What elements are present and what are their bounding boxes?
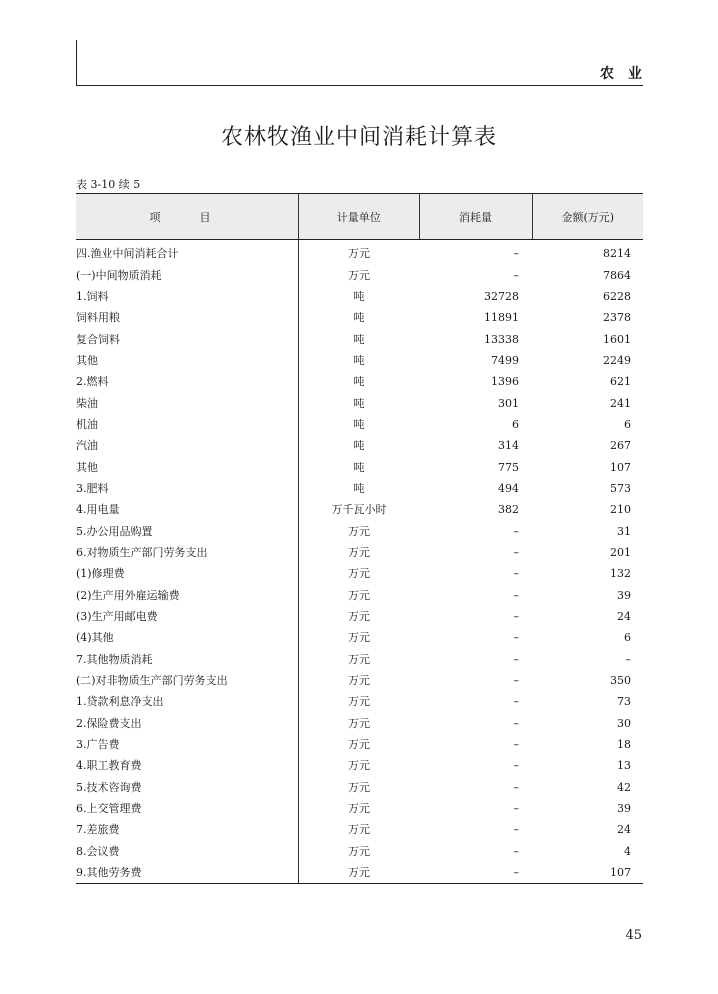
- table-row: [76, 691, 643, 712]
- row-item-cell: 8.会议费: [76, 841, 299, 862]
- table-header: [76, 194, 643, 240]
- row-item-cell: (4)其他: [76, 627, 299, 648]
- table-row: [76, 649, 643, 670]
- table-row: [76, 264, 643, 285]
- header-rule: [76, 85, 643, 86]
- table-row: [76, 585, 643, 606]
- row-quantity-cell: –: [513, 567, 519, 581]
- row-unit-cell: 万元: [348, 716, 370, 730]
- row-item-cell: 7.其他物质消耗: [76, 649, 299, 670]
- row-quantity-cell: 314: [498, 439, 519, 453]
- row-item-cell: 复合饲料: [76, 328, 299, 349]
- row-quantity-cell: 7499: [491, 353, 519, 367]
- column-header-unit: 计量单位: [299, 194, 420, 240]
- column-header-amount: 金额(万元): [532, 194, 643, 240]
- row-quantity-cell: –: [513, 802, 519, 816]
- row-item-cell: 2.保险费支出: [76, 713, 299, 734]
- table-row: [76, 240, 643, 265]
- table-row: [76, 563, 643, 584]
- row-quantity-cell: 301: [498, 396, 519, 410]
- row-quantity-cell: 11891: [484, 311, 519, 325]
- row-unit-cell: 万元: [348, 268, 370, 282]
- table-row: [76, 862, 643, 884]
- row-amount-cell: –: [625, 652, 631, 666]
- row-item-cell: (1)修理费: [76, 563, 299, 584]
- row-quantity-cell: –: [513, 759, 519, 773]
- row-item-cell: 1.贷款利息净支出: [76, 691, 299, 712]
- row-unit-cell: 吨: [353, 481, 365, 495]
- header-left-rule: [76, 40, 77, 86]
- section-label: 农业: [600, 66, 656, 82]
- row-unit-cell: 吨: [353, 289, 365, 303]
- row-unit-cell: 万元: [348, 631, 370, 645]
- row-unit-cell: 万元: [348, 524, 370, 538]
- row-quantity-cell: –: [513, 738, 519, 752]
- table-row: [76, 670, 643, 691]
- row-amount-cell: 2378: [603, 311, 631, 325]
- row-quantity-cell: –: [513, 268, 519, 282]
- row-item-cell: 3.肥料: [76, 478, 299, 499]
- row-item-cell: 6.上交管理费: [76, 798, 299, 819]
- row-quantity-cell: 1396: [491, 375, 519, 389]
- row-quantity-cell: –: [513, 247, 519, 261]
- row-quantity-cell: 382: [498, 503, 519, 517]
- row-amount-cell: 8214: [603, 247, 631, 261]
- row-unit-cell: 吨: [353, 311, 365, 325]
- table-row: [76, 286, 643, 307]
- row-quantity-cell: –: [513, 652, 519, 666]
- row-amount-cell: 107: [532, 862, 643, 884]
- row-unit-cell: 万元: [348, 844, 370, 858]
- table-row: [76, 456, 643, 477]
- row-amount-cell: 1601: [603, 332, 631, 346]
- table-row: [76, 798, 643, 819]
- table-label: 表 3-10 续 5: [76, 178, 141, 191]
- table-row: [76, 542, 643, 563]
- table-body: [76, 240, 643, 884]
- row-unit-cell: 万元: [348, 802, 370, 816]
- table-row: [76, 627, 643, 648]
- row-amount-cell: 18: [617, 738, 631, 752]
- row-amount-cell: 7864: [603, 268, 631, 282]
- row-amount-cell: 201: [610, 545, 631, 559]
- table-row: [76, 755, 643, 776]
- table-row: [76, 819, 643, 840]
- row-item-cell: 4.职工教育费: [76, 755, 299, 776]
- row-amount-cell: 42: [617, 780, 631, 794]
- row-quantity-cell: –: [513, 674, 519, 688]
- row-amount-cell: 267: [610, 439, 631, 453]
- row-unit-cell: 万元: [348, 695, 370, 709]
- table-row: [76, 392, 643, 413]
- row-amount-cell: 13: [617, 759, 631, 773]
- row-item-cell: 1.饲料: [76, 286, 299, 307]
- table-row: [76, 777, 643, 798]
- table-row: [76, 478, 643, 499]
- row-amount-cell: 39: [617, 588, 631, 602]
- table-row: [76, 350, 643, 371]
- row-item-cell: 其他: [76, 350, 299, 371]
- row-unit-cell: 万元: [348, 823, 370, 837]
- row-quantity-cell: –: [513, 844, 519, 858]
- row-quantity-cell: –: [513, 695, 519, 709]
- row-unit-cell: 吨: [353, 332, 365, 346]
- table-row: [76, 606, 643, 627]
- page-title: 农林牧渔业中间消耗计算表: [220, 125, 497, 150]
- row-quantity-cell: –: [513, 588, 519, 602]
- row-quantity-cell: –: [513, 823, 519, 837]
- table-row: [76, 414, 643, 435]
- row-amount-cell: 6: [624, 631, 631, 645]
- row-quantity-cell: –: [513, 610, 519, 624]
- row-unit-cell: 万元: [348, 247, 370, 261]
- row-amount-cell: 24: [617, 823, 631, 837]
- row-quantity-cell: 13338: [484, 332, 519, 346]
- row-item-cell: (二)对非物质生产部门劳务支出: [76, 670, 299, 691]
- row-amount-cell: 6: [624, 417, 631, 431]
- column-header-item: [76, 194, 299, 240]
- row-item-cell: 5.技术咨询费: [76, 777, 299, 798]
- row-item-cell: 5.办公用品购置: [76, 520, 299, 541]
- column-header-quantity: 消耗量: [419, 194, 532, 240]
- table-row: [76, 713, 643, 734]
- page-number: 45: [625, 928, 642, 943]
- row-quantity-cell: –: [513, 780, 519, 794]
- row-amount-cell: 24: [617, 610, 631, 624]
- row-amount-cell: 4: [624, 844, 631, 858]
- row-unit-cell: 万元: [348, 610, 370, 624]
- row-item-cell: 柴油: [76, 392, 299, 413]
- row-item-cell: (一)中间物质消耗: [76, 264, 299, 285]
- row-unit-cell: 万元: [348, 545, 370, 559]
- row-item-cell: 2.燃料: [76, 371, 299, 392]
- row-amount-cell: 107: [610, 460, 631, 474]
- row-amount-cell: 241: [610, 396, 631, 410]
- row-unit-cell: 吨: [353, 396, 365, 410]
- row-unit-cell: 吨: [353, 375, 365, 389]
- row-item-cell: 汽油: [76, 435, 299, 456]
- table-row: [76, 328, 643, 349]
- row-amount-cell: 39: [617, 802, 631, 816]
- row-item-cell: 其他: [76, 456, 299, 477]
- row-unit-cell: 吨: [353, 353, 365, 367]
- row-amount-cell: 621: [610, 375, 631, 389]
- row-unit-cell: 万元: [348, 652, 370, 666]
- row-amount-cell: 2249: [603, 353, 631, 367]
- row-quantity-cell: 6: [512, 417, 519, 431]
- row-amount-cell: 73: [617, 695, 631, 709]
- row-unit-cell: 万元: [348, 588, 370, 602]
- row-item-cell: 4.用电量: [76, 499, 299, 520]
- row-item-cell: (2)生产用外雇运输费: [76, 585, 299, 606]
- row-quantity-cell: –: [513, 631, 519, 645]
- row-amount-cell: 210: [610, 503, 631, 517]
- row-unit-cell: 吨: [353, 439, 365, 453]
- table-row: [76, 371, 643, 392]
- row-unit-cell: 吨: [353, 460, 365, 474]
- row-quantity-cell: 494: [498, 481, 519, 495]
- row-item-cell: 四.渔业中间消耗合计: [76, 240, 299, 265]
- row-item-cell: 6.对物质生产部门劳务支出: [76, 542, 299, 563]
- row-amount-cell: 31: [617, 524, 631, 538]
- row-unit-cell: 万元: [348, 780, 370, 794]
- consumption-table: [76, 193, 643, 884]
- table-row: [76, 307, 643, 328]
- row-quantity-cell: –: [513, 716, 519, 730]
- column-header-item-label: 项 目: [149, 210, 225, 224]
- table-row: [76, 520, 643, 541]
- table-row: [76, 734, 643, 755]
- row-amount-cell: 6228: [603, 289, 631, 303]
- table-row: [76, 841, 643, 862]
- row-amount-cell: 573: [610, 481, 631, 495]
- table-row: [76, 499, 643, 520]
- row-amount-cell: 350: [610, 674, 631, 688]
- row-unit-cell: 万元: [348, 738, 370, 752]
- row-quantity-cell: –: [513, 524, 519, 538]
- row-item-cell: 9.其他劳务费: [76, 862, 299, 884]
- row-quantity-cell: –: [419, 862, 532, 884]
- table-header-row: [76, 194, 643, 240]
- row-quantity-cell: 32728: [484, 289, 519, 303]
- row-unit-cell: 万元: [348, 567, 370, 581]
- row-item-cell: 机油: [76, 414, 299, 435]
- row-unit-cell: 吨: [353, 417, 365, 431]
- row-item-cell: 3.广告费: [76, 734, 299, 755]
- row-quantity-cell: 775: [498, 460, 519, 474]
- row-unit-cell: 万千瓦小时: [331, 503, 387, 517]
- row-item-cell: (3)生产用邮电费: [76, 606, 299, 627]
- table-row: [76, 435, 643, 456]
- row-item-cell: 饲料用粮: [76, 307, 299, 328]
- row-amount-cell: 30: [617, 716, 631, 730]
- row-item-cell: 7.差旅费: [76, 819, 299, 840]
- row-amount-cell: 132: [610, 567, 631, 581]
- row-quantity-cell: –: [513, 545, 519, 559]
- row-unit-cell: 万元: [299, 862, 420, 884]
- row-unit-cell: 万元: [348, 759, 370, 773]
- row-unit-cell: 万元: [348, 674, 370, 688]
